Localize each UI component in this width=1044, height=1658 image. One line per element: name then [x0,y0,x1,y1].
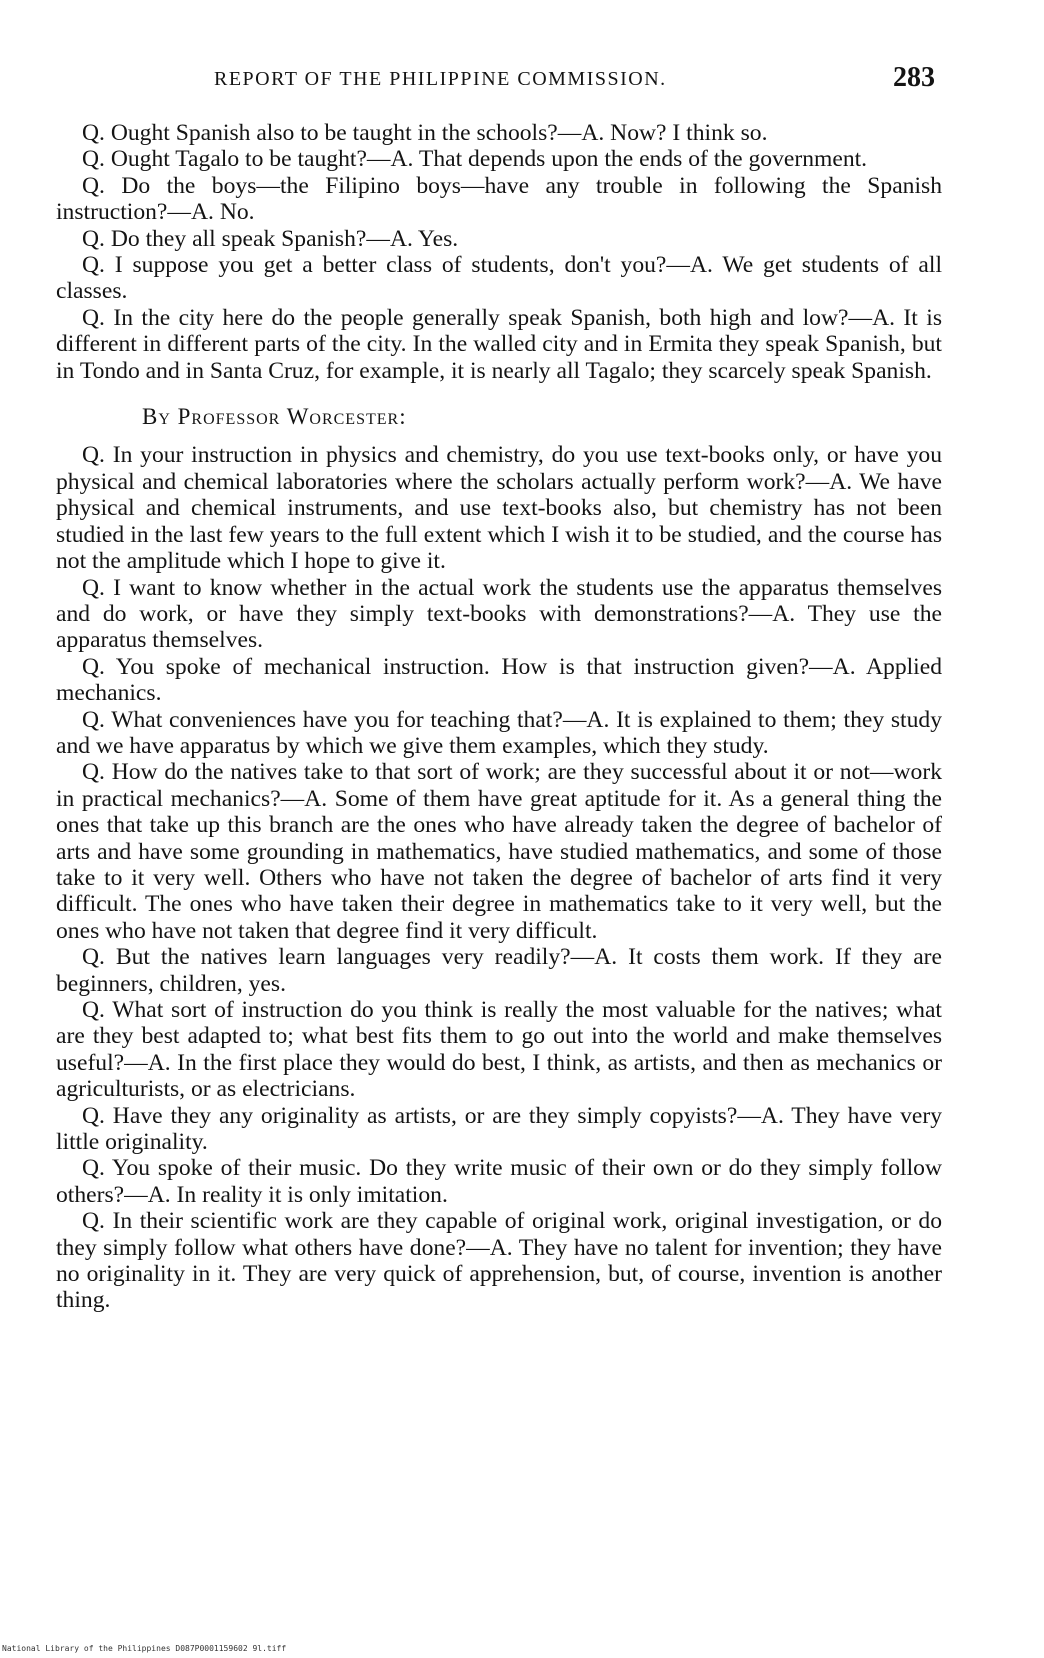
qa-paragraph: Q. What conveniences have you for teaching that?—A. It is explained to them; they study and we have apparatus by which we give them examples, which they study. [56,706,942,759]
qa-paragraph: Q. Do the boys—the Filipino boys—have any trouble in following the Spanish instruction?—A. No. [56,172,942,226]
page-number: 283 [893,62,935,93]
page-header [0,62,1044,102]
qa-paragraph: Q. In their scientific work are they capable of original work, original investigation, or do they simply follow what others have done?—A. They have no talent for invention; they have no originality in it. They are very quick of apprehension, but, of course, invention is another thing. [56,1208,942,1314]
qa-paragraph: Q. I want to know whether in the actual work the students use the apparatus themselves and do work, or have they simply text-books with demonstrations?—A. They use the apparatus themselves. [56,574,942,654]
qa-paragraph: Q. In the city here do the people generally speak Spanish, both high and low?—A. It is different in different parts of the city. In the walled city and in Ermita they speak Spanish, but in Tondo and in Santa Cruz, for example, it is nearly all Tagalo; they scarcely speak Spanish. [56,304,942,384]
qa-paragraph: Q. Ought Tagalo to be taught?—A. That depends upon the ends of the government. [82,146,868,173]
qa-paragraph: Q. In your instruction in physics and chemistry, do you use text-books only, or have you physical and chemical laboratories where the scholars actually perform work?—A. We have physical and chemical instruments, and use text-books also, but chemistry has not been studied in the last few years to the full extent which I wish it to be studied, and the course has not the amplitude which I hope to give it. [56,442,942,575]
questioner-heading: By Professor Worcester: [142,404,407,430]
scan-footer: National Library of the Philippines D087P0001159602 9l.tiff [2,1644,287,1653]
qa-paragraph: Q. How do the natives take to that sort of work; are they successful about it or not—work in practical mechanics?—A. Some of them have great aptitude for it. As a general thing the ones that take up this branch are the ones who have already taken the degree of bachelor of arts and have some grounding in mathematics, have studied mathematics, and some of those take to it very well. Others who have not taken the degree of bachelor of arts find it very difficult. The ones who have taken their degree in mathematics take to it very well, but the ones who have not taken that degree find it very difficult. [56,759,942,944]
body-text [56,120,942,1314]
running-title: REPORT OF THE PHILIPPINE COMMISSION. [214,68,667,90]
qa-paragraph: Q. Ought Spanish also to be taught in the schools?—A. Now? I think so. [82,120,768,146]
qa-paragraph: Q. You spoke of their music. Do they write music of their own or do they simply follow others?—A. In reality it is only imitation. [56,1155,942,1208]
qa-paragraph: Q. You spoke of mechanical instruction. How is that instruction given?—A. Applied mechanics. [56,653,942,707]
qa-paragraph: Q. Do they all speak Spanish?—A. Yes. [82,225,459,252]
qa-paragraph: Q. I suppose you get a better class of students, don't you?—A. We get students of all classes. [56,252,942,305]
qa-paragraph: Q. But the natives learn languages very readily?—A. It costs them work. If they are beginners, children, yes. [56,944,942,997]
qa-paragraph: Q. What sort of instruction do you think is really the most valuable for the natives; what are they best adapted to; what best fits them to go out into the world and make themselves useful?—A. In the first place they would do best, I think, as artists, and then as mechanics or agriculturists, or as electricians. [56,997,942,1103]
qa-paragraph: Q. Have they any originality as artists, or are they simply copyists?—A. They have very little originality. [56,1102,942,1156]
